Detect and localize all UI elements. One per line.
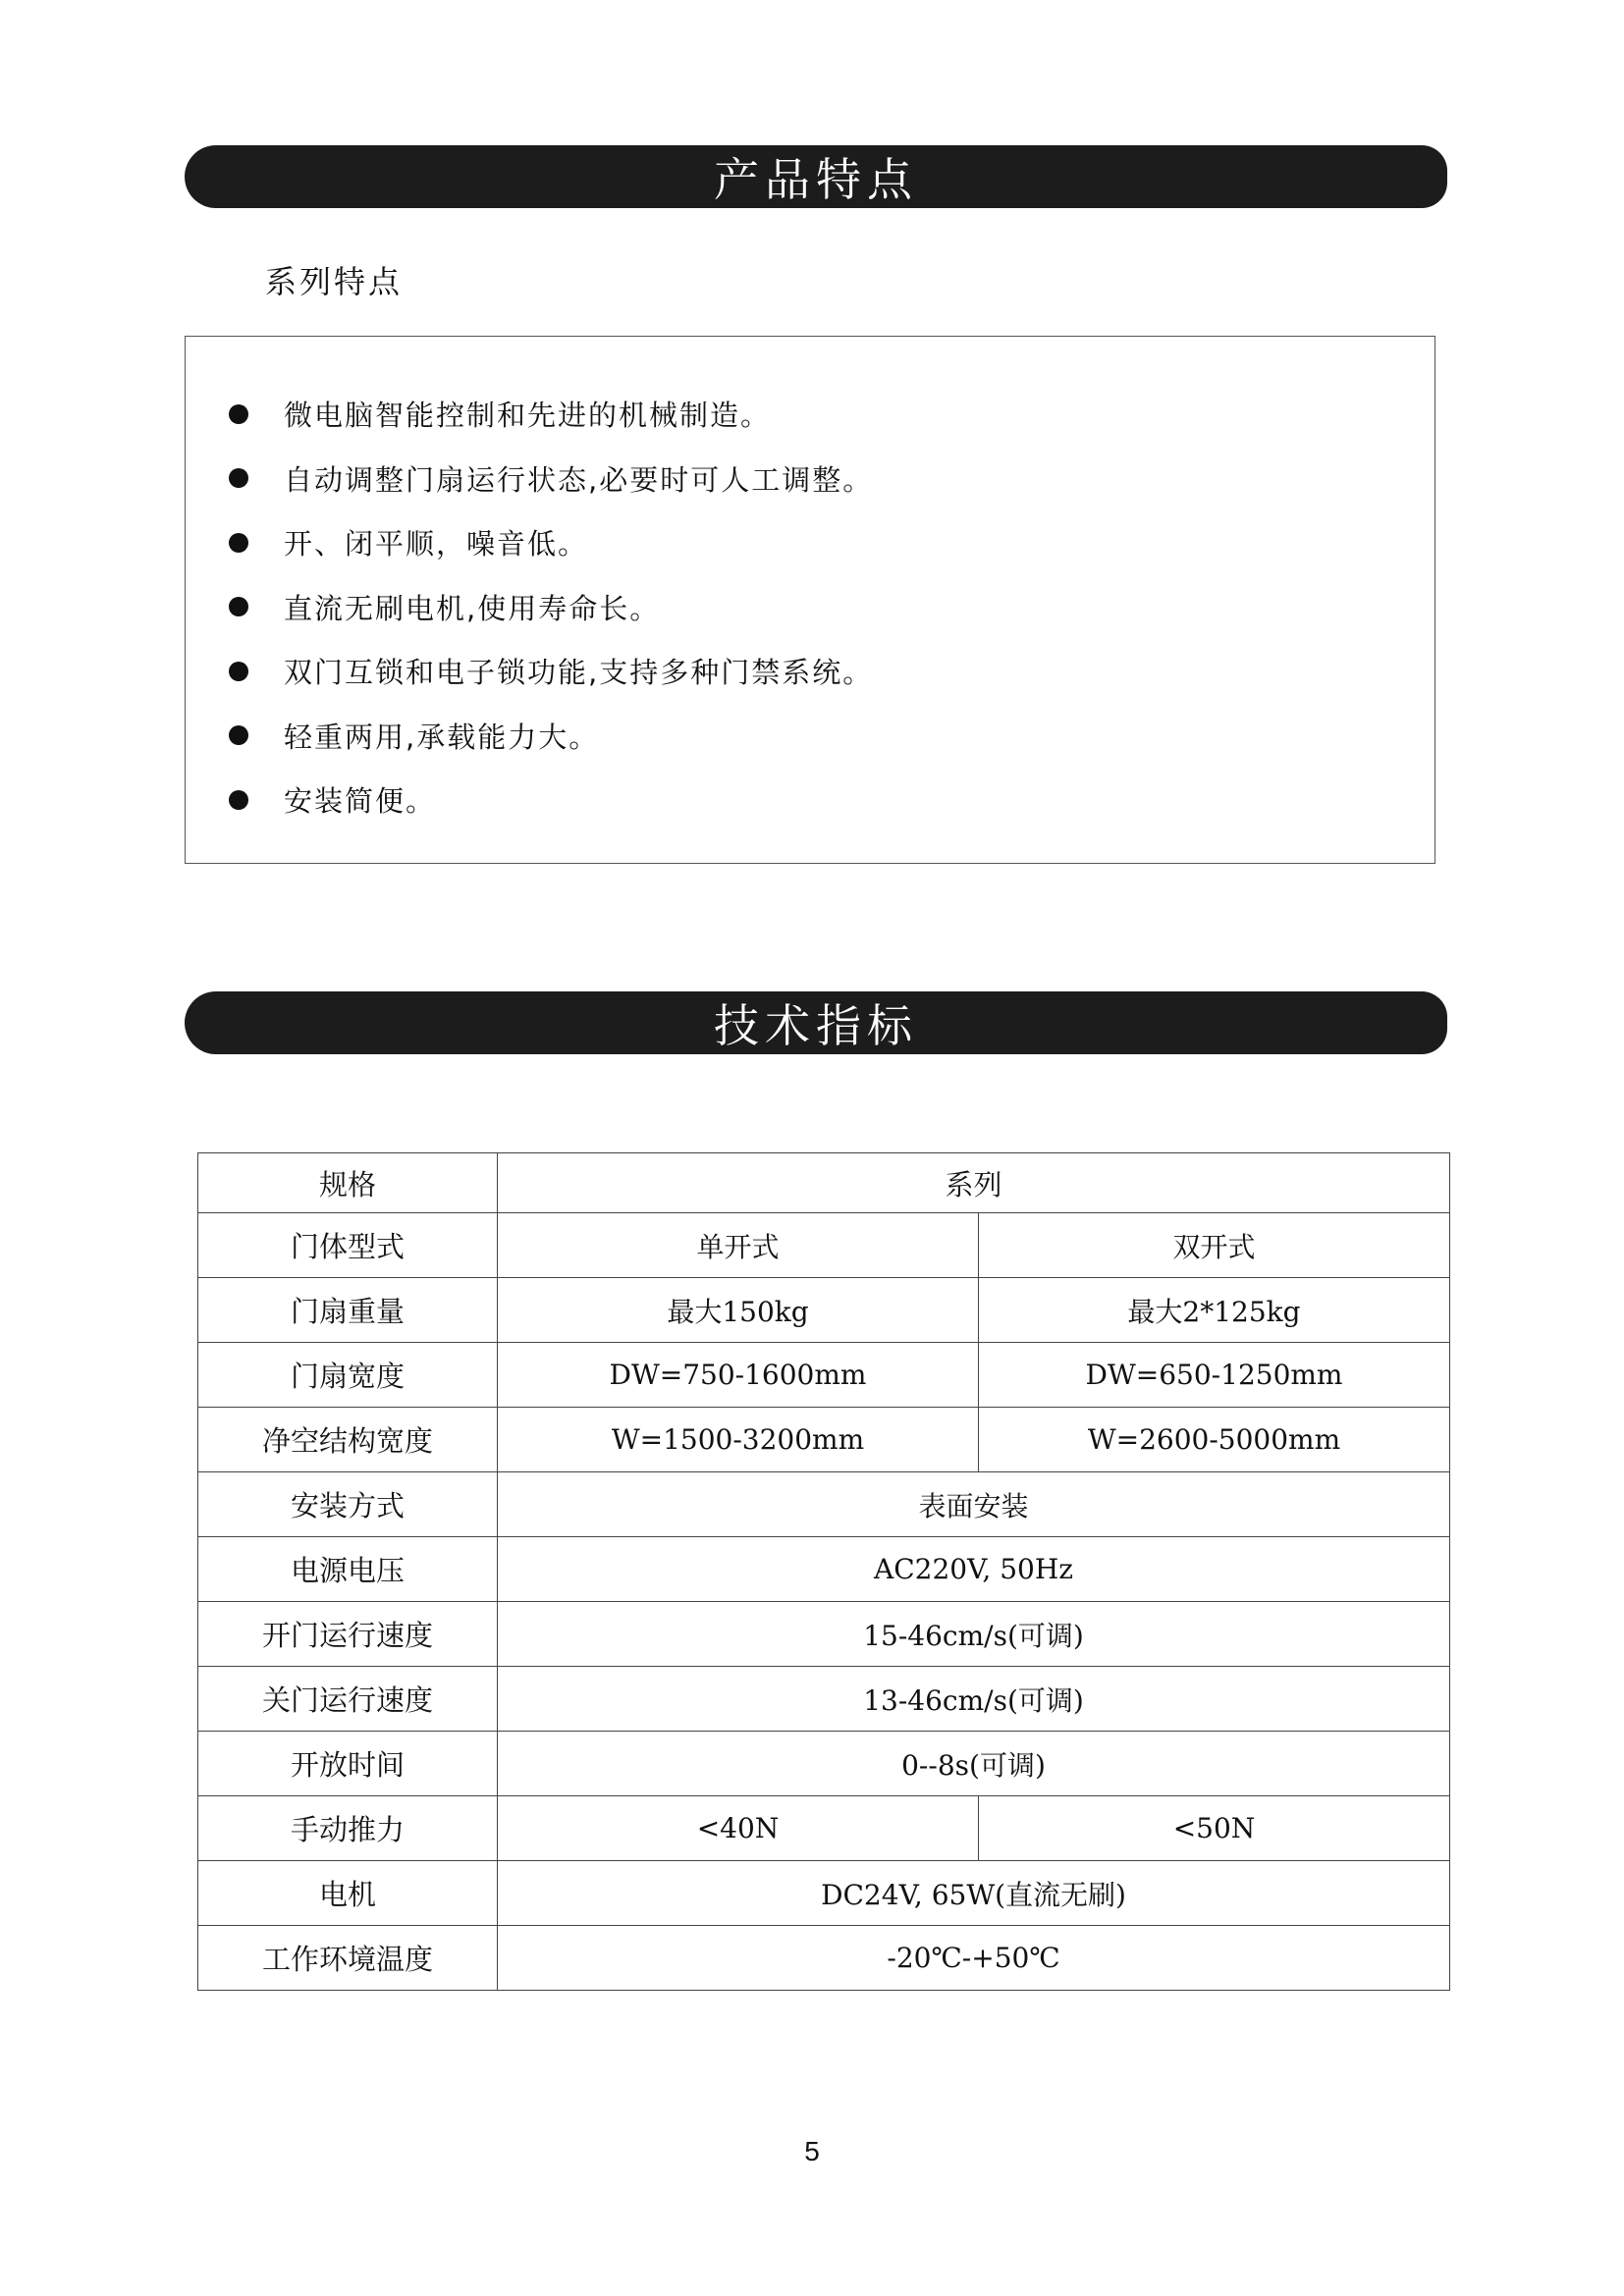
list-item — [229, 510, 873, 575]
table-row — [198, 1732, 1450, 1796]
cell-double: 最大2*125kg — [979, 1278, 1450, 1343]
cell-single: <40N — [498, 1796, 979, 1861]
list-item — [229, 639, 873, 704]
feature-text: 自动调整门扇运行状态,必要时可人工调整。 — [284, 462, 874, 497]
spec-table — [197, 1152, 1450, 1991]
list-item — [229, 575, 873, 640]
row-label: 开门运行速度 — [198, 1602, 498, 1667]
cell-value: AC220V, 50Hz — [498, 1537, 1450, 1602]
cell-double: 双开式 — [979, 1213, 1450, 1278]
row-label: 工作环境温度 — [198, 1926, 498, 1991]
table-row — [198, 1796, 1450, 1861]
cell-double: W=2600-5000mm — [979, 1408, 1450, 1472]
row-label: 门扇重量 — [198, 1278, 498, 1343]
cell-value: 0--8s(可调) — [498, 1732, 1450, 1796]
page-number: 5 — [804, 2136, 820, 2166]
bullet-icon — [229, 725, 248, 745]
bullet-icon — [229, 468, 248, 488]
cell-double: DW=650-1250mm — [979, 1343, 1450, 1408]
table-row — [198, 1602, 1450, 1667]
table-row — [198, 1667, 1450, 1732]
feature-text: 安装简便。 — [284, 784, 437, 819]
table-row — [198, 1278, 1450, 1343]
cell-double: <50N — [979, 1796, 1450, 1861]
row-label: 净空结构宽度 — [198, 1408, 498, 1472]
feature-text: 直流无刷电机,使用寿命长。 — [284, 591, 661, 625]
bullet-icon — [229, 404, 248, 424]
row-label: 手动推力 — [198, 1796, 498, 1861]
feature-text: 双门互锁和电子锁功能,支持多种门禁系统。 — [284, 656, 874, 690]
list-item — [229, 704, 873, 769]
cell-single: 最大150kg — [498, 1278, 979, 1343]
table-row — [198, 1213, 1450, 1278]
bullet-icon — [229, 533, 248, 553]
features-list — [229, 382, 873, 832]
section-title-text: 技术指标 — [714, 999, 918, 1052]
section-title-text: 产品特点 — [714, 153, 918, 206]
bullet-icon — [229, 662, 248, 681]
cell-value: DC24V, 65W(直流无刷) — [498, 1861, 1450, 1926]
row-label: 安装方式 — [198, 1472, 498, 1537]
section-title-specs — [185, 991, 1447, 1054]
cell-value: 15-46cm/s(可调) — [498, 1602, 1450, 1667]
list-item — [229, 447, 873, 511]
table-header-row — [198, 1153, 1450, 1213]
row-label: 电源电压 — [198, 1537, 498, 1602]
feature-text: 轻重两用,承载能力大。 — [284, 720, 600, 754]
feature-text: 开、闭平顺，噪音低。 — [284, 527, 589, 561]
row-label: 门扇宽度 — [198, 1343, 498, 1408]
cell-single: W=1500-3200mm — [498, 1408, 979, 1472]
bullet-icon — [229, 597, 248, 616]
cell-single: 单开式 — [498, 1213, 979, 1278]
row-label: 电机 — [198, 1861, 498, 1926]
row-label: 关门运行速度 — [198, 1667, 498, 1732]
list-item — [229, 382, 873, 447]
cell-value: 13-46cm/s(可调) — [498, 1667, 1450, 1732]
cell-value: -20℃-+50℃ — [498, 1926, 1450, 1991]
list-item — [229, 768, 873, 832]
table-row — [198, 1861, 1450, 1926]
table-header-label: 规格 — [198, 1153, 498, 1213]
cell-value: 表面安装 — [498, 1472, 1450, 1537]
cell-single: DW=750-1600mm — [498, 1343, 979, 1408]
section-title-features — [185, 145, 1447, 208]
row-label: 开放时间 — [198, 1732, 498, 1796]
bullet-icon — [229, 790, 248, 810]
table-row — [198, 1472, 1450, 1537]
feature-text: 微电脑智能控制和先进的机械制造。 — [284, 399, 772, 433]
features-box — [185, 336, 1435, 864]
table-row — [198, 1408, 1450, 1472]
row-label: 门体型式 — [198, 1213, 498, 1278]
table-header-value: 系列 — [498, 1153, 1450, 1213]
table-row — [198, 1343, 1450, 1408]
table-row — [198, 1537, 1450, 1602]
table-row — [198, 1926, 1450, 1991]
features-subtitle: 系列特点 — [265, 263, 404, 300]
